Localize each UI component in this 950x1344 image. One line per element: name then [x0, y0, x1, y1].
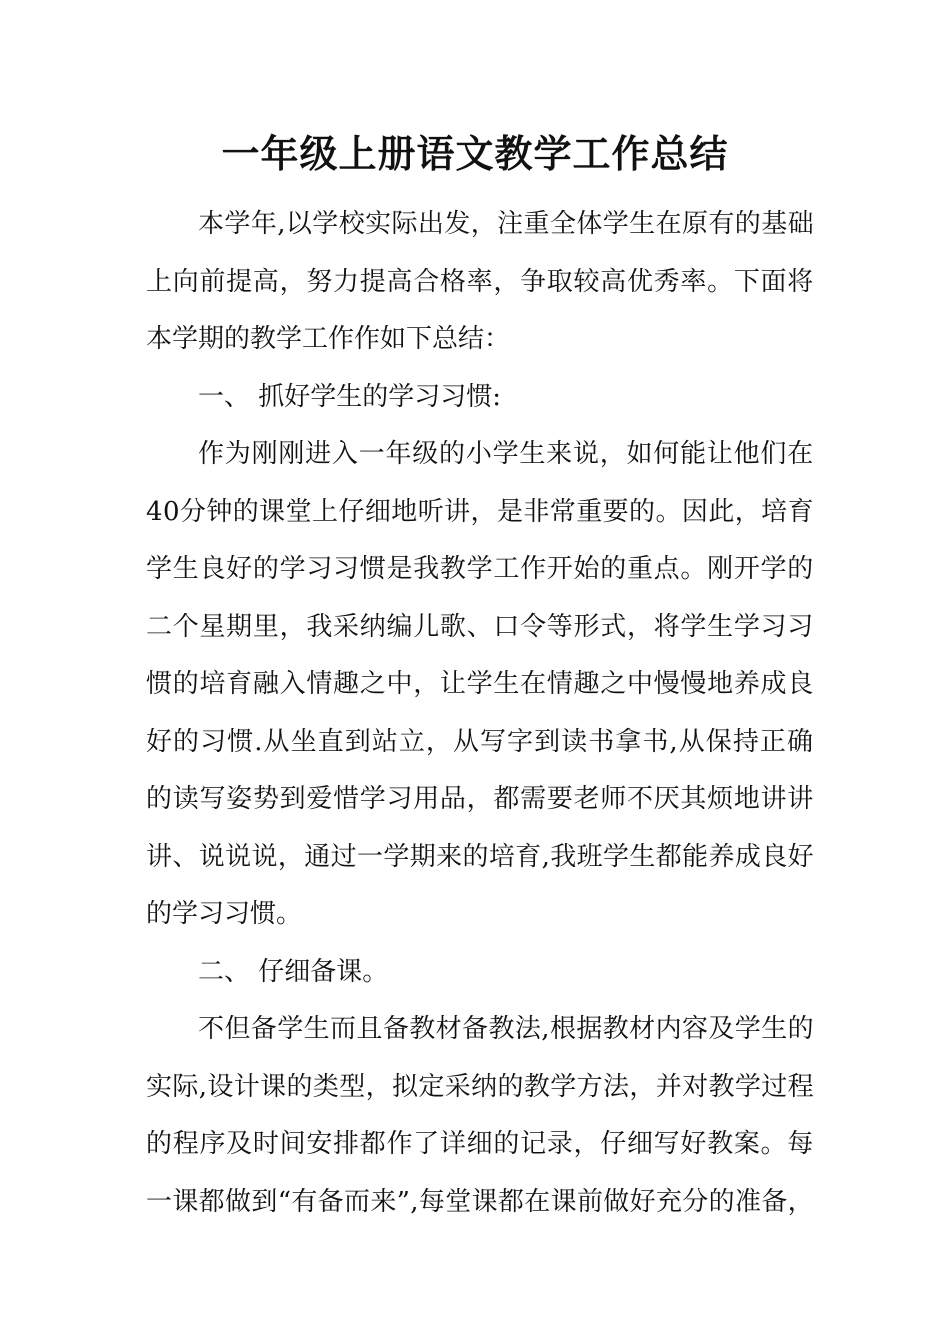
body-line: 的读写姿势到爱惜学习用品，都需要老师不厌其烦地讲讲: [146, 784, 814, 814]
body-line: 不但备学生而且备教材备教法,根据教材内容及学生的: [198, 1014, 814, 1044]
body-line: 本学期的教学工作作如下总结：: [146, 324, 511, 354]
body-line: 一课都做到“有备而来”,每堂课都在课前做好充分的准备，: [146, 1186, 814, 1217]
body-line: 作为刚刚进入一年级的小学生来说，如何能让他们在: [198, 439, 814, 469]
body-line: 的程序及时间安排都作了详细的记录，仔细写好教案。每: [146, 1129, 814, 1159]
body-line: 学生良好的学习习惯是我教学工作开始的重点。刚开学的: [146, 554, 814, 584]
body-line: 讲、说说说，通过一学期来的培育,我班学生都能养成良好: [146, 841, 814, 872]
body-line: 二、 仔细备课。: [198, 956, 389, 987]
body-line: 40分钟的课堂上仔细地听讲，是非常重要的。因此，培育: [146, 496, 814, 527]
body-line: 上向前提高，努力提高合格率，争取较高优秀率。下面将: [146, 266, 814, 297]
body-line: 好的习惯.从坐直到站立，从写字到读书拿书,从保持正确: [146, 726, 814, 757]
body-line: 的学习习惯。: [146, 899, 303, 929]
body-line: 一、 抓好学生的学习习惯:: [198, 381, 502, 412]
document-body: [146, 196, 814, 1231]
body-line: 惯的培育融入情趣之中，让学生在情趣之中慢慢地养成良: [146, 669, 814, 699]
body-line: 二个星期里，我采纳编儿歌、口令等形式，将学生学习习: [146, 611, 814, 642]
body-line: 实际,设计课的类型，拟定采纳的教学方法，并对教学过程: [146, 1071, 814, 1102]
document-title: 一年级上册语文教学工作总结: [221, 131, 729, 176]
body-line: 本学年,以学校实际出发，注重全体学生在原有的基础: [198, 209, 814, 239]
